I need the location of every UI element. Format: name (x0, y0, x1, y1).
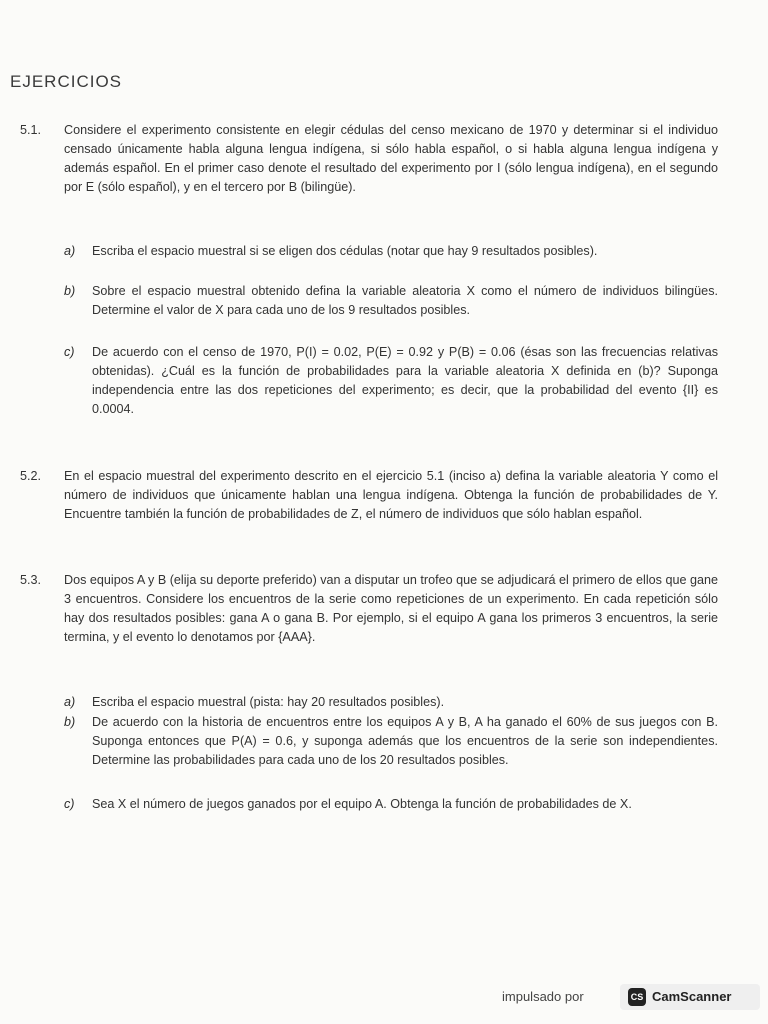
exercise-5-3-text: Dos equipos A y B (elija su deporte preferido) van a disputar un trofeo que se adjudicará el primero de ellos que gane 3 encuentros. Considere los encuentros de la serie como repeticiones de un experimento. En cada repetición sólo hay dos resultados posibles: gana A o gana B. Por ejemplo, si el equipo A gana los primeros 3 encuentros, la serie termina, y el evento lo denotamos por {AAA}. (64, 573, 718, 644)
item-text: Escriba el espacio muestral (pista: hay 20 resultados posibles). (92, 695, 445, 709)
item-label: c) (64, 797, 75, 811)
exercise-number-5-1: 5.1. (20, 123, 42, 137)
item-text: Escriba el espacio muestral si se eligen dos cédulas (notar que hay 9 resultados posibles). (92, 244, 598, 258)
item-label: a) (64, 695, 76, 709)
exercise-5-2-text: En el espacio muestral del experimento descrito en el ejercicio 5.1 (inciso a) defina la variable aleatoria Y como el número de individuos que únicamente hablan una lengua indígena. Obtenga la función de probabilidades de Y. Encuentre también la función de probabilidades de Z, el número de individuos que sólo hablan español. (64, 469, 718, 521)
exercise-number-5-2: 5.2. (20, 469, 42, 483)
item-text: Sea X el número de juegos ganados por el equipo A. Obtenga la función de probabilidades de X. (92, 797, 632, 811)
exercise-5-1-text: Considere el experimento consistente en elegir cédulas del censo mexicano de 1970 y determinar si el individuo censado únicamente habla alguna lengua indígena, si sólo habla español, o si habla alguna lengua indígena y además español. En el primer caso denote el resultado del experimento por I (sólo lengua indígena), en el segundo por E (sólo español), y en el tercero por B (bilingüe). (64, 123, 718, 194)
exercise-number-5-3: 5.3. (20, 573, 42, 587)
section-heading: EJERCICIOS (10, 72, 123, 91)
item-label: a) (64, 244, 76, 258)
camscanner-watermark (502, 984, 760, 1012)
item-label: b) (64, 284, 76, 298)
item-label: c) (64, 345, 75, 359)
item-text: De acuerdo con la historia de encuentros entre los equipos A y B, A ha ganado el 60% de sus juegos con B. Suponga entonces que P(A) = 0.6, y suponga además que los encuentros de la serie son independientes. Determine las probabilidades para cada uno de los 20 resultados posibles. (92, 715, 718, 767)
camscanner-brand: CamScanner (652, 989, 732, 1004)
powered-by-text: impulsado por (502, 989, 584, 1004)
item-label: b) (64, 715, 76, 729)
item-text: Sobre el espacio muestral obtenido defina la variable aleatoria X como el número de individuos bilingües. Determine el valor de X para cada uno de los 9 resultados posibles. (92, 284, 718, 317)
camscanner-logo-icon: CS (628, 988, 646, 1006)
item-text: De acuerdo con el censo de 1970, P(I) = 0.02, P(E) = 0.92 y P(B) = 0.06 (ésas son las frecuencias relativas obtenidas). ¿Cuál es la función de probabilidades para la variable aleatoria X definida en (b)? Suponga independencia entre las dos repeticiones del experimento; es decir, que la probabilidad del evento {II} es 0.0004. (92, 345, 718, 416)
camscanner-badge (620, 984, 760, 1010)
